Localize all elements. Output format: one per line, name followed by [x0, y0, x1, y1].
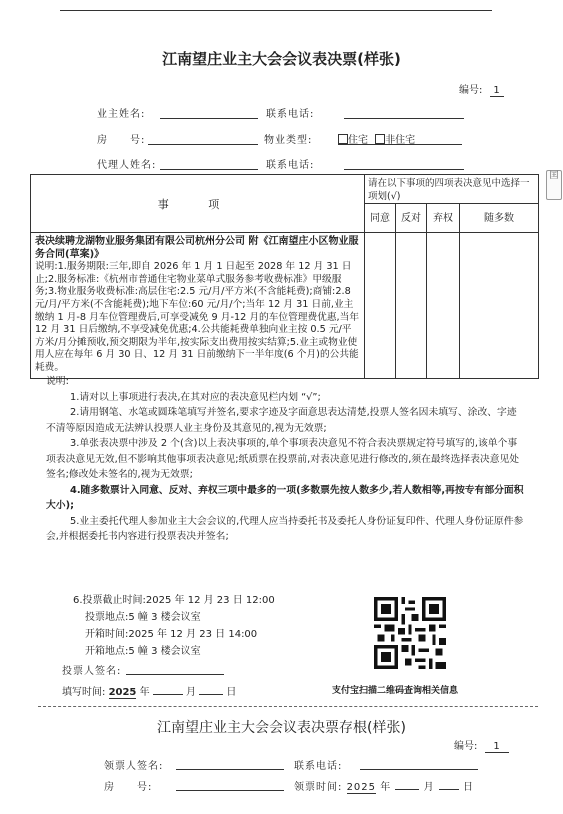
option-oppose-header: 反对: [396, 204, 427, 233]
fill-time-label: 填写时间:: [62, 687, 106, 698]
fill-month[interactable]: [153, 694, 183, 695]
receive-time: [294, 778, 474, 794]
agent-phone-label: 联系电话:: [266, 160, 315, 171]
stub-number-label: 编号:: [454, 741, 478, 752]
room-field[interactable]: [148, 144, 258, 145]
cut-line: [38, 706, 538, 707]
vote-deadline: 6.投票截止时间:2025 年 12 月 23 日 12:00: [73, 595, 275, 606]
majority-vote-cell[interactable]: [460, 233, 539, 379]
open-place: 开箱地点:5 幢 3 楼会议室: [85, 646, 201, 657]
non-residence-checkbox[interactable]: [375, 134, 385, 144]
stub-title: 江南望庄业主大会会议表决票存根(样张): [157, 720, 406, 736]
qr-code-icon[interactable]: [374, 597, 446, 669]
motion-cell: [31, 233, 365, 379]
abstain-vote-cell[interactable]: [427, 233, 460, 379]
grid-icon[interactable]: 囯: [546, 170, 562, 200]
receive-year[interactable]: 2025: [346, 782, 377, 793]
qr-caption: 支付宝扫描二维码查询相关信息: [332, 686, 459, 696]
vote-schedule: [73, 592, 275, 660]
motion-title: 表决续聘龙湖物业服务集团有限公司杭州分公司 附《江南望庄小区物业服务合同(草案)》: [35, 236, 359, 260]
year-char: 年: [139, 687, 150, 698]
receiver-label: 领票人签名:: [104, 761, 164, 772]
ballot-number: [459, 81, 504, 97]
fill-day[interactable]: [199, 694, 223, 695]
stub-room-label: 房 号:: [104, 782, 153, 793]
number-value[interactable]: 1: [490, 85, 504, 97]
notes-section: [46, 374, 526, 545]
number-label: 编号:: [459, 85, 483, 96]
option-agree-header: 同意: [365, 204, 396, 233]
phone-label: 联系电话:: [266, 109, 315, 120]
residence-label: 住宅: [348, 135, 368, 146]
receive-day[interactable]: [439, 789, 459, 790]
item-header: 事 项: [31, 175, 365, 233]
residence-checkbox[interactable]: [338, 134, 348, 144]
agree-vote-cell[interactable]: [365, 233, 396, 379]
agent-name-label: 代理人姓名:: [97, 160, 157, 171]
voter-sign-label: 投票人签名:: [62, 666, 122, 677]
stub-phone-label: 联系电话:: [294, 761, 343, 772]
ballot-title: 江南望庄业主大会会议表决票(样张): [162, 50, 401, 68]
receive-month[interactable]: [395, 789, 419, 790]
stub-room-field[interactable]: [176, 790, 284, 791]
agent-phone-field[interactable]: [344, 169, 464, 170]
note-3: 3.单张表决票中涉及 2 个(含)以上表决事项的,单个事项表决意见不符合表决票规定符号填写的,该单个事项表决意见无效,但不影响其他事项表决意见;纸质票在投票前,对表决意见进行修改的,须在最终选择表决意见处签名;修改处未签名的,视为无效票;: [46, 438, 520, 480]
vote-place: 投票地点:5 幢 3 楼会议室: [85, 612, 201, 623]
non-residence-label: 非住宅: [385, 135, 416, 146]
open-time: 开箱时间:2025 年 12 月 23 日 14:00: [85, 629, 258, 640]
oppose-vote-cell[interactable]: [396, 233, 427, 379]
voter-sign-field[interactable]: [126, 674, 224, 675]
property-type-underline: [338, 144, 462, 145]
note-5: 5.业主委托代理人参加业主大会会议的,代理人应当持委托书及委托人身份证复印件、代理人身份证原件参会,并根据委托书内容进行投票表决并签名;: [46, 515, 524, 542]
agent-name-field[interactable]: [160, 169, 258, 170]
note-4: 4.随多数票计入同意、反对、弃权三项中最多的一项(多数票先按人数多少,若人数相等,再按专有部分面积大小);: [46, 484, 524, 511]
note-2: 2.请用钢笔、水笔或圆珠笔填写并签名,要求字迹及字面意思表达清楚,投票人签名因未填写、涂改、字迹不清等原因造成无法辨认投票人业主身份及其意见的,视为无效票;: [46, 407, 517, 434]
stub-number: [454, 737, 509, 753]
receiver-field[interactable]: [176, 769, 284, 770]
note-1: 1.请对以上事项进行表决,在其对应的表决意见栏内划 “√”;: [70, 391, 321, 403]
fill-time: [62, 683, 236, 699]
day-char: 日: [226, 687, 237, 698]
owner-name-label: 业主姓名:: [97, 109, 146, 120]
option-abstain-header: 弃权: [427, 204, 460, 233]
property-type-label: 物业类型:: [264, 135, 313, 146]
option-majority-header: 随多数: [460, 204, 539, 233]
fill-year[interactable]: 2025: [108, 687, 137, 698]
top-rule: [60, 10, 492, 11]
stub-month-char: 月: [423, 782, 435, 793]
phone-field[interactable]: [344, 118, 464, 119]
month-char: 月: [185, 687, 196, 698]
stub-day-char: 日: [462, 782, 474, 793]
stub-phone-field[interactable]: [360, 769, 478, 770]
room-label: 房 号:: [97, 135, 146, 146]
owner-name-field[interactable]: [160, 118, 258, 119]
stub-number-value[interactable]: 1: [485, 741, 509, 753]
stub-year-char: 年: [380, 782, 392, 793]
motion-description: 说明:1.服务期限:三年,即自 2026 年 1 月 1 日起至 2028 年 12 月 31 日止;2.服务标准:《杭州市普通住宅物业菜单式服务参考收费标准》甲级服务;3.物业服务收费标准:高层住宅:2.5 元/月/平方米(不含能耗费);商铺:2.8 元/月/平方米(不含能耗费);地下车位:60 元/月/个;当年 12 月 31 日前,业主缴纳 1 月-8 月车位管理费后,可享受减免 9 月-12 月的车位管理费优惠,当年 12 月 31 日后缴纳,不享受减免优惠;4.公共能耗费单独向业主按 0.5 元/平方米/月分摊预收,预交期限为半年,按实际支出费用按实结算;5.业主或物业使用人应在每年 6 月 30 日、12 月 31 日前缴纳下一半年度(6 个月)的公共能耗费。: [35, 261, 360, 373]
notes-heading: 说明:: [46, 376, 69, 387]
vote-table: [30, 174, 539, 379]
receive-time-label: 领票时间:: [294, 782, 343, 793]
question-header: 请在以下事项的四项表决意见中选择一项划(√): [365, 175, 539, 204]
